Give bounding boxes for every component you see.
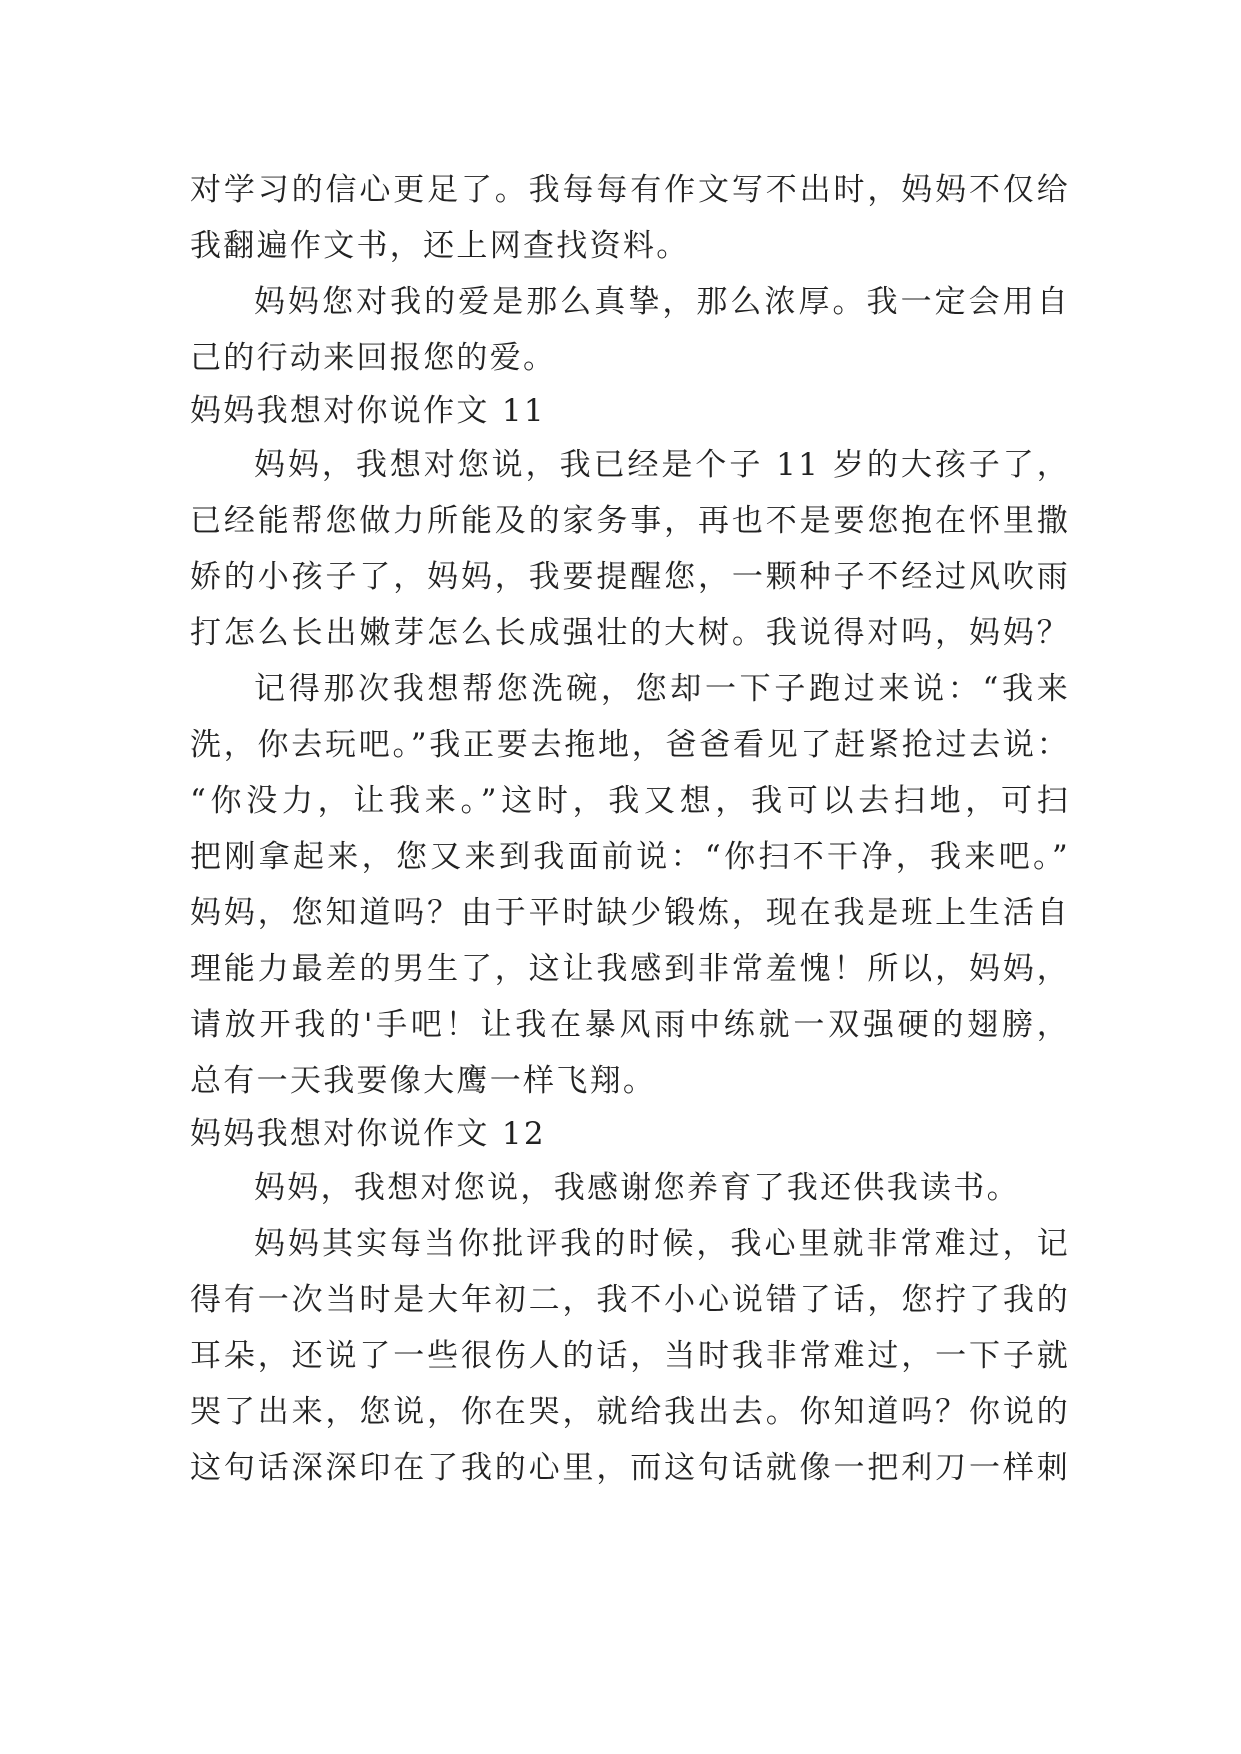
paragraph-line: 妈妈，我想对您说，我已经是个子 11 岁的大孩子了， [254,447,1070,483]
paragraph-line: 妈妈，您知道吗？由于平时缺少锻炼，现在我是班上生活自 [190,895,1070,931]
paragraph-line: 得有一次当时是大年初二，我不小心说错了话，您拧了我的 [190,1282,1070,1318]
section-heading: 妈妈我想对你说作文 11 [190,393,546,429]
paragraph-line: 记得那次我想帮您洗碗，您却一下子跑过来说：“我来 [254,671,1070,707]
paragraph-line: 耳朵，还说了一些很伤人的话，当时我非常难过，一下子就 [190,1338,1070,1374]
paragraph-line: 洗，你去玩吧。”我正要去拖地，爸爸看见了赶紧抢过去说： [190,727,1070,763]
paragraph-line: 妈妈其实每当你批评我的时候，我心里就非常难过，记 [254,1226,1070,1262]
paragraph-line: 打怎么长出嫩芽怎么长成强壮的大树。我说得对吗，妈妈？ [190,615,1070,651]
paragraph-line: 己的行动来回报您的爱。 [190,340,557,376]
paragraph-line: 对学习的信心更足了。我每每有作文写不出时，妈妈不仅给 [190,172,1070,208]
section-heading: 妈妈我想对你说作文 12 [190,1116,546,1152]
paragraph-line: 已经能帮您做力所能及的家务事，再也不是要您抱在怀里撒 [190,503,1070,539]
paragraph-line: 妈妈，我想对您说，我感谢您养育了我还供我读书。 [254,1170,1020,1206]
paragraph-line: 娇的小孩子了，妈妈，我要提醒您，一颗种子不经过风吹雨 [190,559,1070,595]
paragraph-line: 妈妈您对我的爱是那么真挚，那么浓厚。我一定会用自 [254,284,1070,320]
paragraph-line: “你没力，让我来。”这时，我又想，我可以去扫地，可扫 [190,783,1070,819]
paragraph-line: 我翻遍作文书，还上网查找资料。 [190,228,690,264]
paragraph-line: 理能力最差的男生了，这让我感到非常羞愧！所以，妈妈， [190,951,1070,987]
paragraph-line: 这句话深深印在了我的心里，而这句话就像一把利刀一样刺 [190,1450,1070,1486]
paragraph-line: 请放开我的'手吧！让我在暴风雨中练就一双强硬的翅膀， [190,1007,1070,1043]
paragraph-line: 哭了出来，您说，你在哭，就给我出去。你知道吗？你说的 [190,1394,1070,1430]
document-body [190,162,1070,1496]
paragraph-line: 总有一天我要像大鹰一样飞翔。 [190,1063,657,1099]
paragraph-line: 把刚拿起来，您又来到我面前说：“你扫不干净，我来吧。” [190,839,1070,875]
